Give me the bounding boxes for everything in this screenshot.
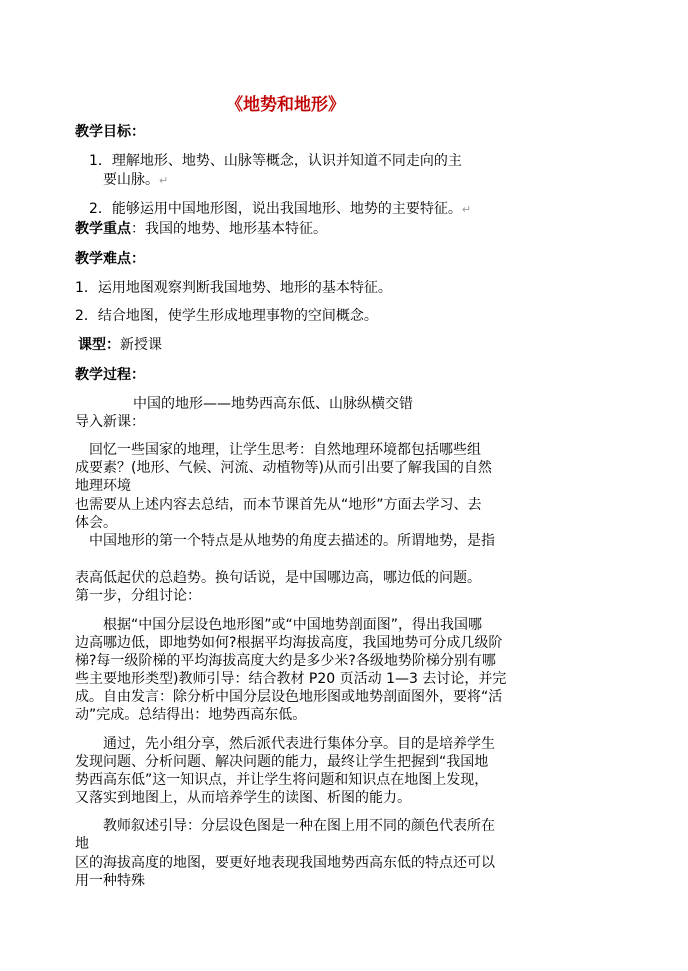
sharing-line: 发现问题、分析问题、解决问题的能力，最终让学生把握到“我国地 — [75, 754, 489, 770]
page-title: 《地势和地形》 — [226, 95, 345, 115]
paragraph-mark-icon: ↵ — [461, 203, 472, 216]
teacher-line: 教师叙述引导：分层设色图是一种在图上用不同的颜色代表所在 — [103, 818, 495, 834]
terrain-line: 中国地形的第一个特点是从地势的角度去描述的。所谓地势，是指 — [89, 533, 495, 549]
difficulty-item-2: 2．结合地图，使学生形成地理事物的空间概念。 — [75, 308, 378, 324]
objectives-heading: 教学目标： — [75, 124, 145, 140]
discussion-line: 根据“中国分层设色地形图”或“中国地势剖面图”，得出我国哪 — [103, 617, 483, 633]
process-heading: 教学过程： — [75, 367, 145, 383]
sharing-line: 通过，先小组分享，然后派代表进行集体分享。目的是培养学生 — [103, 736, 495, 752]
teacher-line: 区的海拔高度的地图，要更好地表现我国地势西高东低的特点还可以 — [75, 855, 495, 871]
discussion-line: 些主要地形类型)教师引导：结合教材 P20 页活动 1—3 去讨论，并完 — [75, 671, 507, 687]
discussion-line: 动”完成。总结得出：地势西高东低。 — [75, 707, 307, 723]
teacher-line: 用一种特殊 — [75, 873, 145, 889]
teacher-line: 地 — [75, 836, 89, 852]
difficulty-heading: 教学难点： — [75, 251, 145, 267]
terrain-line: 表高低起伏的总趋势。换句话说，是中国哪边高，哪边低的问题。 — [75, 570, 481, 586]
sharing-line: 又落实到地图上，从而培养学生的读图、析图的能力。 — [75, 790, 411, 806]
discussion-line: 边高哪边低，即地势如何?根据平均海拔高度，我国地势可分成几级阶 — [75, 635, 503, 651]
paragraph-mark-icon: ↵ — [159, 174, 169, 187]
difficulty-item-1: 1．运用地图观察判断我国地势、地形的基本特征。 — [75, 280, 392, 296]
objective-item-2: 2．能够运用中国地形图，说出我国地形、地势的主要特征。↵ — [89, 201, 472, 217]
intro-line: 体会。 — [75, 515, 117, 531]
intro-line: 地理环境 — [75, 478, 131, 494]
discussion-line: 成。自由发言：除分析中国分层设色地形图或地势剖面图外，要将“活 — [75, 689, 503, 705]
process-subtitle: 中国的地形——地势西高东低、山脉纵横交错 — [133, 396, 413, 412]
objective-item-1-cont: 要山脉。↵ — [103, 172, 169, 188]
key-point: 教学重点：我国的地势、地形基本特征。 — [75, 221, 327, 237]
discussion-line: 梯?每一级阶梯的平均海拔高度大约是多少米?各级地势阶梯分别有哪 — [75, 653, 496, 669]
intro-line: 回忆一些国家的地理，让学生思考：自然地理环境都包括哪些组 — [89, 442, 481, 458]
objective-item-1: 1．理解地形、地势、山脉等概念，认识并知道不同走向的主 — [89, 153, 462, 169]
intro-line: 成要素？(地形、气候、河流、动植物等)从而引出要了解我国的自然 — [75, 460, 492, 476]
lesson-type: 课型：新授课 — [78, 337, 162, 353]
intro-label: 导入新课： — [75, 414, 145, 430]
step-one-label: 第一步，分组讨论： — [75, 588, 201, 604]
intro-line: 也需要从上述内容去总结，而本节课首先从“地形”方面去学习、去 — [75, 497, 482, 513]
sharing-line: 势西高东低”这一知识点，并让学生将问题和知识点在地图上发现， — [75, 772, 489, 788]
